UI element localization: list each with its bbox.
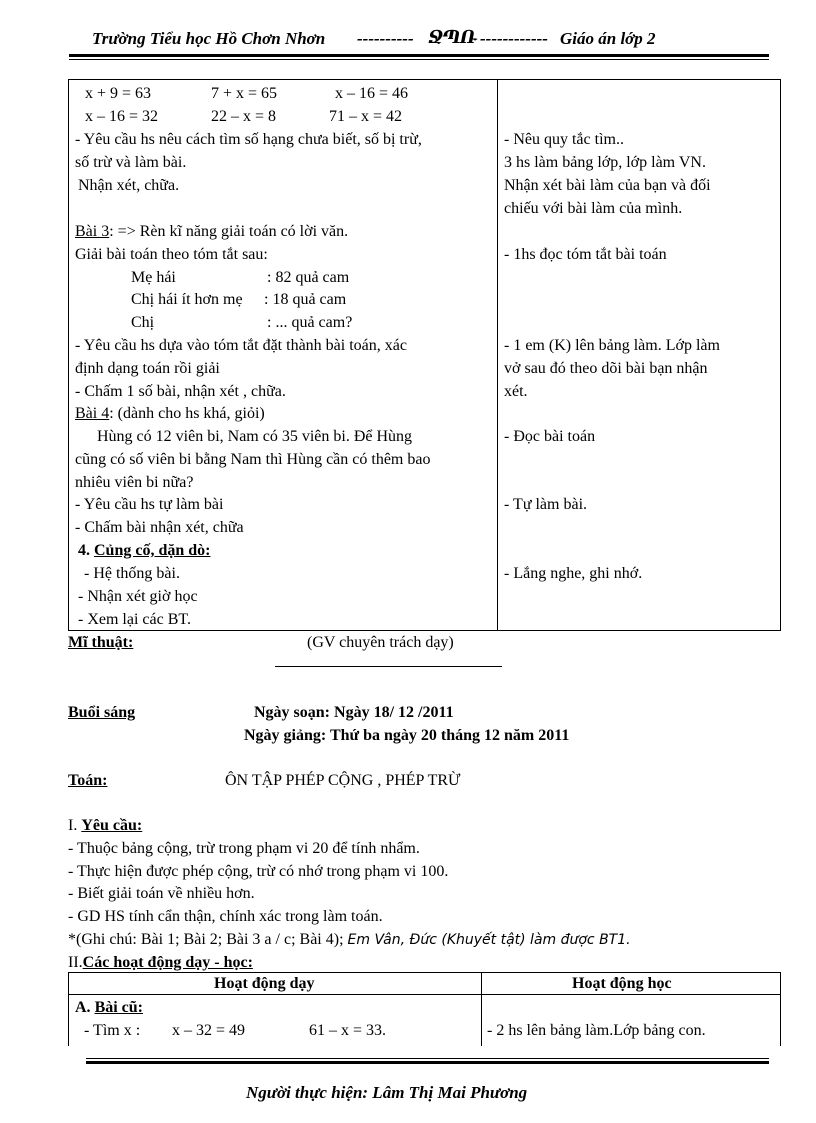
summary-name: Chị hái ít hơn mẹ [131, 291, 243, 308]
text-line: Nhận xét bài làm của bạn và đối [504, 177, 711, 194]
exercise-3-heading [75, 224, 348, 240]
note-italic: Em Vân, Đức (Khuyết tật) làm được BT1. [347, 932, 631, 948]
text-line: - Yêu cầu hs nêu cách tìm số hạng chưa biết, số bị trừ, [75, 131, 422, 148]
exercise-4-label: Bài 4 [75, 405, 110, 422]
text-line: Giải bài toán theo tóm tắt sau: [75, 246, 268, 263]
exercise-4-heading [75, 406, 265, 422]
table2-divider [481, 972, 482, 1046]
footer-rule-thick [86, 1061, 769, 1064]
header-rule-thick [69, 54, 769, 57]
equation: x – 32 = 49 [172, 1022, 246, 1039]
equation: 71 – x = 42 [329, 108, 403, 125]
separator-line [275, 666, 502, 667]
summary-value: : 82 quả cam [267, 269, 350, 286]
exercise-3-text: : => Rèn kĩ năng giải toán có lời văn. [109, 223, 349, 240]
footer-rule-thin [86, 1058, 769, 1059]
text-line: - 1hs đọc tóm tắt bài toán [504, 246, 667, 263]
summary-value: : ... quả cam? [267, 314, 353, 331]
column-header-teaching: Hoạt động dạy [214, 975, 315, 992]
activities-heading [68, 955, 253, 971]
text-line: nhiêu viên bi nữa? [75, 474, 194, 491]
text-line: Hùng có 12 viên bi, Nam có 35 viên bi. Để Hùng [97, 428, 413, 445]
art-subject-label: Mĩ thuật: [68, 634, 134, 651]
text-line: số trừ và làm bài. [75, 154, 187, 171]
summary-name: Chị [131, 314, 155, 331]
header-rule-thin [69, 59, 769, 60]
text-line: - Lắng nghe, ghi nhớ. [504, 565, 643, 582]
section-4-heading [78, 543, 210, 559]
table1-divider [497, 79, 498, 631]
text-line: xét. [504, 383, 528, 400]
teaching-date: Ngày giảng: Thứ ba ngày 20 tháng 12 năm 2011 [244, 727, 570, 744]
task-label: - Tìm x : [84, 1022, 141, 1039]
text-line: - Nhận xét giờ học [78, 588, 198, 605]
text-line: - 1 em (K) lên bảng làm. Lớp làm [504, 337, 720, 354]
preparation-date: Ngày soạn: Ngày 18/ 12 /2011 [254, 704, 454, 721]
part-a-heading [75, 1000, 143, 1016]
requirement-item: - GD HS tính cẩn thận, chính xác trong làm toán. [68, 908, 383, 925]
activities-prefix: II. [68, 954, 83, 971]
text-line: - Yêu cầu hs tự làm bài [75, 496, 224, 513]
requirements-prefix: I. [68, 817, 82, 834]
text-line: vở sau đó theo dõi bài bạn nhận [504, 360, 708, 377]
text-line: - Tự làm bài. [504, 496, 588, 513]
text-line: cũng có số viên bi bằng Nam thì Hùng cần có thêm bao [75, 451, 431, 468]
author-line: Người thực hiện: Lâm Thị Mai Phương [246, 1083, 528, 1102]
equation: x – 16 = 32 [85, 108, 159, 125]
column-header-learning: Hoạt động học [572, 975, 672, 992]
note-plain: *(Ghi chú: Bài 1; Bài 2; Bài 3 a / c; Bài 4); [68, 931, 348, 948]
text-line: - 2 hs lên bảng làm.Lớp bảng con. [487, 1022, 706, 1039]
summary-value: : 18 quả cam [264, 291, 347, 308]
requirements-heading [68, 818, 142, 834]
text-line: 3 hs làm bảng lớp, lớp làm VN. [504, 154, 706, 171]
equation: 61 – x = 33. [309, 1022, 387, 1039]
activities-title: Các hoạt động dạy - học: [82, 954, 253, 971]
equation: 22 – x = 8 [211, 108, 277, 125]
session-label: Buổi sáng [68, 704, 136, 721]
text-line: Nhận xét, chữa. [78, 177, 180, 194]
text-line: - Đọc bài toán [504, 428, 596, 445]
table2-header-line [68, 994, 781, 995]
text-line: định dạng toán rồi giải [75, 360, 220, 377]
requirements-title: Yêu cầu: [81, 817, 143, 834]
part-a-title: Bài cũ: [94, 999, 144, 1016]
part-a-label: A. [75, 999, 95, 1016]
text-line: - Yêu cầu hs dựa vào tóm tắt đặt thành bài toán, xác [75, 337, 407, 354]
grade-label: Giáo án lớp 2 [560, 29, 656, 48]
lesson-title: ÔN TẬP PHÉP CỘNG , PHÉP TRỪ [225, 772, 461, 789]
text-line: chiếu với bài làm của mình. [504, 200, 683, 217]
requirement-item: - Thực hiện được phép cộng, trừ có nhớ trong phạm vi 100. [68, 863, 449, 880]
header-dashes-right: ------------ [480, 29, 548, 48]
school-name: Trường Tiểu học Hồ Chơn Nhơn [92, 29, 326, 48]
requirement-item: - Biết giải toán về nhiều hơn. [68, 885, 255, 902]
summary-name: Mẹ hái [131, 269, 176, 286]
header-dashes-left: ---------- [357, 29, 414, 48]
exercise-4-text: : (dành cho hs khá, giỏi) [109, 405, 265, 422]
text-line: - Hệ thống bài. [84, 565, 180, 582]
equation: x + 9 = 63 [85, 85, 152, 102]
art-subject-note: (GV chuyên trách dạy) [307, 634, 454, 651]
exercise-3-label: Bài 3 [75, 223, 110, 240]
equation: x – 16 = 46 [335, 85, 409, 102]
text-line: - Chấm bài nhận xét, chữa [75, 519, 244, 536]
section-4-number: 4. [78, 542, 94, 559]
requirement-item: - Thuộc bảng cộng, trừ trong phạm vi 20 để tính nhẩm. [68, 840, 420, 857]
requirements-note [68, 932, 631, 948]
text-line: - Chấm 1 số bài, nhận xét , chữa. [75, 383, 286, 400]
header-ornament: ՋՊՌ [428, 27, 477, 47]
text-line: - Nêu quy tắc tìm.. [504, 131, 624, 148]
equation: 7 + x = 65 [211, 85, 278, 102]
subject-label: Toán: [68, 772, 108, 789]
section-4-title: Củng cố, dặn dò: [94, 542, 211, 559]
text-line: - Xem lại các BT. [78, 611, 191, 628]
